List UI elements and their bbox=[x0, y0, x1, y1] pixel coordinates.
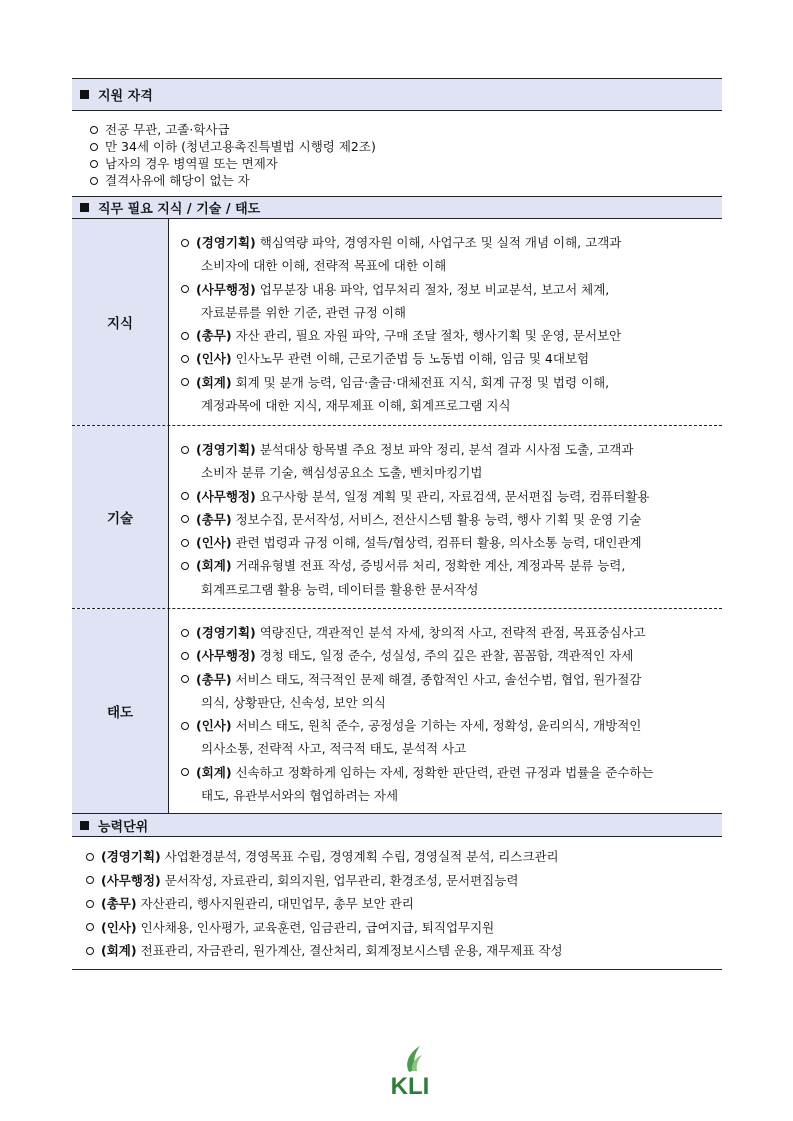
kli-logo bbox=[364, 1044, 456, 1096]
entry-item bbox=[181, 371, 722, 418]
entry-text: 핵심역량 파악, 경영자원 이해, 사업구조 및 실적 개념 이해, 고객과 bbox=[259, 235, 622, 250]
section-header-ability-units bbox=[72, 814, 722, 837]
ability-units-list bbox=[72, 837, 722, 970]
entry-text: 자산 관리, 필요 자원 파악, 구매 조달 절차, 행사기획 및 운영, 문서보안 bbox=[235, 328, 622, 344]
entry-item bbox=[181, 278, 722, 325]
list-item: 남자의 경우 병역필 또는 면제자 bbox=[90, 155, 722, 172]
entry-tag: (회계) bbox=[196, 374, 232, 390]
entry-item bbox=[181, 761, 722, 808]
knowledge-row bbox=[72, 219, 722, 426]
attitude-entries bbox=[169, 609, 722, 813]
circle-bullet-icon bbox=[86, 876, 94, 884]
entry-tag: (경영기획) bbox=[101, 849, 161, 864]
circle-bullet-icon bbox=[181, 492, 189, 500]
entry-item bbox=[181, 485, 722, 508]
document bbox=[72, 78, 722, 970]
entry-tag: (사무행정) bbox=[101, 872, 161, 888]
circle-bullet-icon bbox=[86, 853, 94, 861]
square-bullet-icon bbox=[80, 821, 89, 830]
entry-tag: (인사) bbox=[196, 535, 232, 551]
list-item: 결격사유에 해당이 없는 자 bbox=[90, 172, 722, 189]
entry-text-continued: 의식, 상황판단, 신속성, 보안 의식 bbox=[201, 694, 386, 710]
square-bullet-icon bbox=[80, 90, 89, 99]
entry-text-continued: 태도, 유관부서와의 협업하려는 자세 bbox=[201, 788, 399, 804]
circle-bullet-icon bbox=[181, 675, 189, 683]
circle-bullet-icon bbox=[181, 539, 189, 547]
circle-bullet-icon bbox=[181, 239, 189, 247]
entry-text: 역량진단, 객관적인 분석 자세, 창의적 사고, 전략적 관점, 목표중심사고 bbox=[259, 625, 646, 640]
ability-unit-item bbox=[86, 916, 722, 940]
entry-text: 회계 및 분개 능력, 임금·출금·대체전표 지식, 회계 규정 및 법령 이해, bbox=[235, 374, 610, 390]
entry-text: 사업환경분석, 경영목표 수립, 경영계획 수립, 경영실적 분석, 리스크관리 bbox=[164, 849, 559, 864]
section-title: 능력단위 bbox=[98, 819, 149, 835]
entry-text: 인사채용, 인사평가, 교육훈련, 임금관리, 급여지급, 퇴직업무지원 bbox=[140, 919, 495, 935]
circle-bullet-icon bbox=[90, 160, 98, 168]
row-label: 태도 bbox=[72, 609, 169, 813]
circle-bullet-icon bbox=[90, 126, 98, 134]
circle-bullet-icon bbox=[86, 947, 94, 955]
entry-text-continued: 소비자에 대한 이해, 전략적 목표에 대한 이해 bbox=[201, 258, 447, 274]
entry-item bbox=[181, 668, 722, 715]
circle-bullet-icon bbox=[181, 722, 189, 730]
entry-tag: (총무) bbox=[196, 511, 232, 527]
attitude-row bbox=[72, 609, 722, 814]
entry-tag: (경영기획) bbox=[196, 625, 256, 640]
ability-unit-item bbox=[86, 892, 722, 916]
circle-bullet-icon bbox=[181, 629, 189, 637]
entry-text: 문서작성, 자료관리, 회의지원, 업무관리, 환경조성, 문서편집능력 bbox=[164, 872, 519, 888]
entry-item bbox=[181, 347, 722, 370]
knowledge-entries bbox=[169, 219, 722, 425]
qualifications-list bbox=[72, 111, 722, 196]
entry-item bbox=[181, 438, 722, 485]
entry-text: 자산관리, 행사지원관리, 대민업무, 총무 보안 관리 bbox=[140, 896, 414, 911]
entry-text: 업무분장 내용 파악, 업무처리 절차, 정보 비교분석, 보고서 체계, bbox=[259, 281, 610, 297]
circle-bullet-icon bbox=[86, 900, 94, 908]
entry-tag: (인사) bbox=[101, 919, 137, 935]
entry-text: 인사노무 관련 이해, 근로기준법 등 노동법 이해, 임금 및 4대보험 bbox=[235, 351, 590, 367]
circle-bullet-icon bbox=[181, 285, 189, 293]
entry-item bbox=[181, 714, 722, 761]
entry-item bbox=[181, 508, 722, 531]
entry-tag: (회계) bbox=[196, 558, 232, 574]
entry-tag: (경영기획) bbox=[196, 442, 256, 457]
entry-text-continued: 의사소통, 전략적 사고, 적극적 태도, 분석적 사고 bbox=[201, 741, 467, 757]
entry-item bbox=[181, 554, 722, 601]
row-label: 지식 bbox=[72, 219, 169, 425]
section-header-job-requirements bbox=[72, 196, 722, 219]
entry-item bbox=[181, 324, 722, 347]
entry-text: 관련 법령과 규정 이해, 설득/협상력, 컴퓨터 활용, 의사소통 능력, 대인관계 bbox=[235, 535, 642, 551]
entry-tag: (회계) bbox=[196, 764, 232, 780]
circle-bullet-icon bbox=[181, 652, 189, 660]
entry-tag: (총무) bbox=[196, 328, 232, 344]
entry-item bbox=[181, 644, 722, 667]
circle-bullet-icon bbox=[181, 562, 189, 570]
entry-item bbox=[181, 231, 722, 278]
entry-tag: (사무행정) bbox=[196, 648, 256, 664]
entry-text: 신속하고 정확하게 임하는 자세, 정확한 판단력, 관련 규정과 법률을 준수하는 bbox=[235, 764, 654, 780]
skills-row bbox=[72, 426, 722, 609]
circle-bullet-icon bbox=[181, 332, 189, 340]
circle-bullet-icon bbox=[181, 446, 189, 454]
circle-bullet-icon bbox=[181, 515, 189, 523]
entry-text: 서비스 태도, 적극적인 문제 해결, 종합적인 사고, 솔선수범, 협업, 원가절감 bbox=[235, 671, 642, 687]
entry-text: 요구사항 분석, 일정 계획 및 관리, 자료검색, 문서편집 능력, 컴퓨터활용 bbox=[259, 488, 650, 504]
section-title: 지원 자격 bbox=[98, 89, 153, 104]
entry-tag: (경영기획) bbox=[196, 235, 256, 250]
entry-text-continued: 자료분류를 위한 기준, 관련 규정 이해 bbox=[201, 304, 406, 320]
entry-tag: (총무) bbox=[196, 671, 232, 687]
section-title: 직무 필요 지식 / 기술 / 태도 bbox=[98, 202, 261, 217]
circle-bullet-icon bbox=[86, 923, 94, 931]
entry-item bbox=[181, 621, 722, 644]
square-bullet-icon bbox=[80, 203, 89, 212]
list-item: 전공 무관, 고졸·학사급 bbox=[90, 121, 722, 138]
skills-entries bbox=[169, 426, 722, 608]
entry-tag: (총무) bbox=[101, 896, 137, 911]
entry-text-continued: 소비자 분류 기술, 핵심성공요소 도출, 벤치마킹기법 bbox=[201, 465, 483, 481]
entry-tag: (사무행정) bbox=[196, 488, 256, 504]
entry-item bbox=[181, 531, 722, 554]
entry-text: 정보수집, 문서작성, 서비스, 전산시스템 활용 능력, 행사 기획 및 운영 기술 bbox=[235, 511, 642, 527]
entry-tag: (회계) bbox=[101, 943, 137, 958]
circle-bullet-icon bbox=[181, 768, 189, 776]
entry-text: 분석대상 항목별 주요 정보 파악 정리, 분석 결과 시사점 도출, 고객과 bbox=[259, 442, 634, 457]
entry-text-continued: 계정과목에 대한 지식, 재무제표 이해, 회계프로그램 지식 bbox=[201, 398, 511, 414]
circle-bullet-icon bbox=[181, 355, 189, 363]
ability-unit-item bbox=[86, 845, 722, 869]
row-label: 기술 bbox=[72, 426, 169, 608]
ability-unit-item bbox=[86, 869, 722, 893]
circle-bullet-icon bbox=[90, 143, 98, 151]
list-item: 만 34세 이하 (청년고용촉진특별법 시행령 제2조) bbox=[90, 138, 722, 155]
entry-text-continued: 회계프로그램 활용 능력, 데이터를 활용한 문서작성 bbox=[201, 581, 479, 597]
entry-text: 전표관리, 자금관리, 원가계산, 결산처리, 회계정보시스템 운용, 재무제표 작성 bbox=[140, 943, 563, 958]
section-header-qualifications bbox=[72, 78, 722, 111]
entry-tag: (인사) bbox=[196, 351, 232, 367]
entry-tag: (인사) bbox=[196, 718, 232, 734]
circle-bullet-icon bbox=[181, 378, 189, 386]
entry-text: 거래유형별 전표 작성, 증빙서류 처리, 정확한 계산, 계정과목 분류 능력, bbox=[235, 558, 626, 574]
entry-tag: (사무행정) bbox=[196, 281, 256, 297]
ability-unit-item bbox=[86, 939, 722, 963]
logo-text: KLI bbox=[390, 1073, 430, 1096]
circle-bullet-icon bbox=[90, 177, 98, 185]
entry-text: 서비스 태도, 원칙 준수, 공정성을 기하는 자세, 정확성, 윤리의식, 개방적인 bbox=[235, 718, 642, 734]
entry-text: 경청 태도, 일정 준수, 성실성, 주의 깊은 관찰, 꼼꼼함, 객관적인 자세 bbox=[259, 648, 634, 664]
